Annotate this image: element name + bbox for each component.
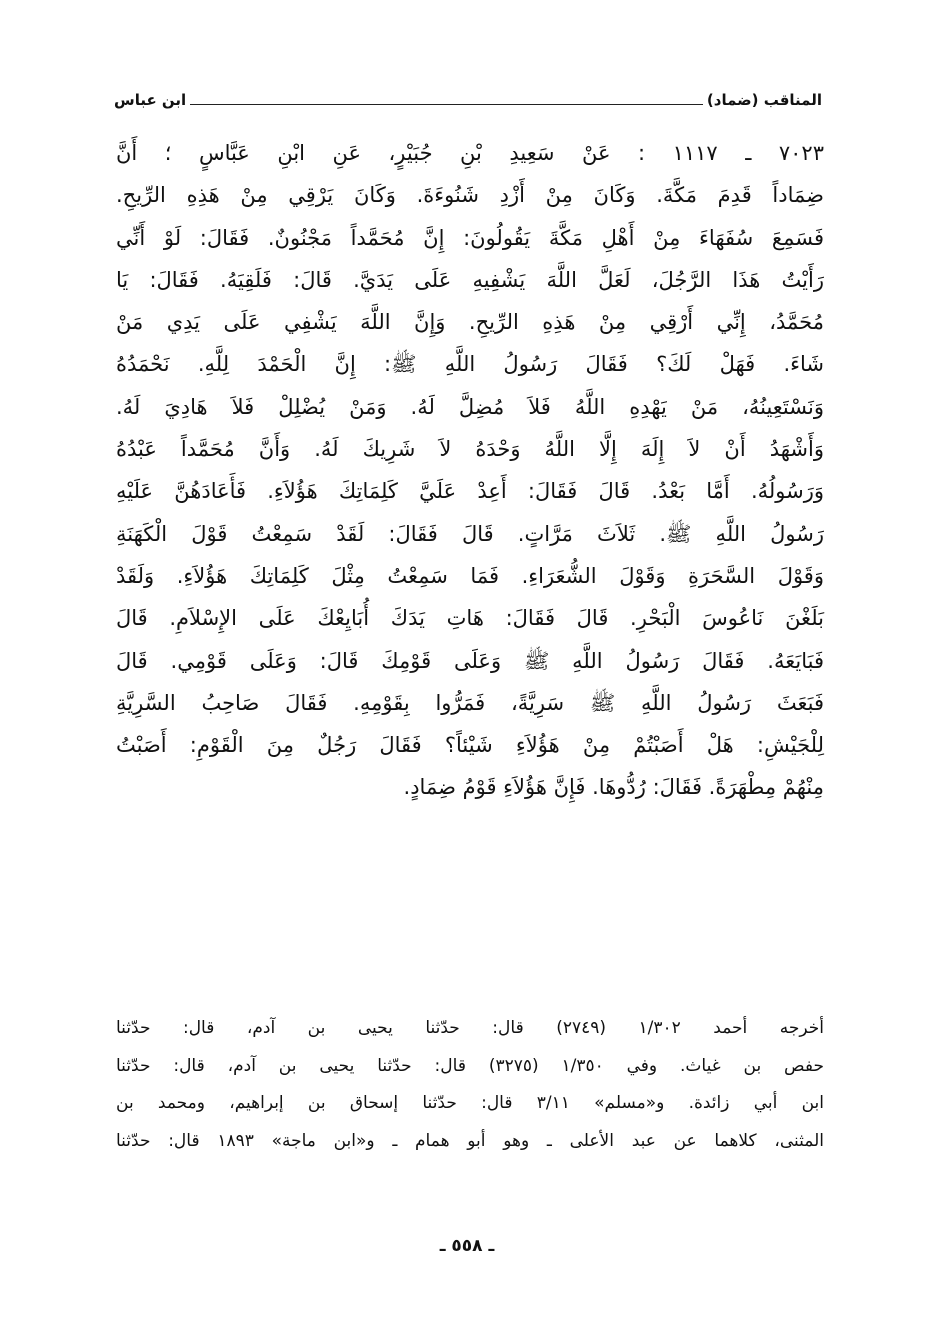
text-line: مُحَمَّدُ، إِنِّي أَرْقِي مِنْ هَذِهِ الرِّيحِ. وَإِنَّ اللَّهَ يَشْفِي عَلَى يَدِي مَنْ: [116, 310, 824, 335]
header-rule: [190, 104, 703, 105]
text-line: لِلْجَيْشِ: هَلْ أَصَبْتُمْ مِنْ هَؤُلاَءِ شَيْئاً؟ فَقَالَ رَجُلٌ مِنَ الْقَوْمِ: أَصَبْتُ: [116, 733, 824, 758]
text-line: مِنْهُمْ مِطْهَرَةً. فَقَالَ: رُدُّوهَا. فَإِنَّ هَؤُلاَءِ قَوْمُ ضِمَادٍ.: [403, 775, 824, 800]
text-line: فَسَمِعَ سُفَهَاءَ مِنْ أَهْلِ مَكَّةَ يَقُولُونَ: إِنَّ مُحَمَّداً مَجْنُونٌ. فَقَالَ: لَوْ أَنِّي: [116, 225, 824, 250]
footnote-line: المثنى، كلاهما عن عبد الأعلى ـ وهو أبو همام ـ و«ابن ماجة» ١٨٩٣ قال: حدّثنا: [116, 1130, 824, 1151]
footnotes: [116, 1010, 824, 1160]
header-section: المناقب (ضماد): [706, 91, 822, 109]
text-line: فَبَايَعَهُ. فَقَالَ رَسُولُ اللَّهِ ﷺ وَعَلَى قَوْمِكَ قَالَ: وَعَلَى قَوْمِي. قَالَ: [116, 648, 824, 673]
text-line: وَنَسْتَعِينُهُ، مَنْ يَهْدِهِ اللَّهُ فَلاَ مُضِلَّ لَهُ. وَمَنْ يُضْلِلْ فَلاَ هَادِيَ لَهُ.: [116, 394, 824, 419]
text-line: وَرَسُولُهُ. أَمَّا بَعْدُ. قَالَ فَقَالَ: أَعِدْ عَلَيَّ كَلِمَاتِكَ هَؤُلاَءِ. فَأَعَادَهُنَّ عَلَيْهِ: [116, 479, 824, 504]
page-number: ـ ٥٥٨ ـ: [439, 1236, 495, 1256]
hadith-text: [116, 132, 824, 809]
text-line: شَاءَ. فَهَلْ لَكَ؟ فَقَالَ رَسُولُ اللَّهِ ﷺ: إِنَّ الْحَمْدَ لِلَّهِ. نَحْمَدُهُ: [116, 352, 824, 377]
header-chapter: ابن عباس: [114, 91, 187, 109]
footnote-line: حفص بن غياث. وفي ١/٣٥٠ (٣٢٧٥) قال: حدّثنا يحيى بن آدم، قال: حدّثنا: [116, 1055, 824, 1076]
text-line: بَلَغْنَ نَاعُوسَ الْبَحْرِ. قَالَ فَقَالَ: هَاتِ يَدَكَ أُبَايِعْكَ عَلَى الإِسْلاَمِ. قَالَ: [116, 606, 824, 631]
text-line: ضِمَاداً قَدِمَ مَكَّةَ. وَكَانَ مِنْ أَزْدِ شَنُوءَةَ. وَكَانَ يَرْقِي مِنْ هَذِهِ الرِّيحِ.: [116, 183, 824, 208]
text-line: وَأَشْهَدُ أَنْ لاَ إِلَهَ إِلَّا اللَّهُ وَحْدَهُ لاَ شَرِيكَ لَهُ. وَأَنَّ مُحَمَّداً عَبْدُهُ: [116, 437, 824, 462]
text-line: فَبَعَثَ رَسُولُ اللَّهِ ﷺ سَرِيَّةً، فَمَرُّوا بِقَوْمِهِ. فَقَالَ صَاحِبُ السَّرِيَّةِ: [116, 690, 824, 715]
text-line: رَأَيْتُ هَذَا الرَّجُلَ، لَعَلَّ اللَّهَ يَشْفِيهِ عَلَى يَدَيَّ. قَالَ: فَلَقِيَهُ. فَقَالَ: يَا: [116, 267, 824, 292]
text-line: وَقَوْلَ السَّحَرَةِ وَقَوْلَ الشُّعَرَاءِ. فَمَا سَمِعْتُ مِثْلَ كَلِمَاتِكَ هَؤُلاَءِ. وَلَقَدْ: [116, 563, 824, 588]
footnote-line: ابن أبي زائدة. و«مسلم» ٣/١١ قال: حدّثنا إسحاق بن إبراهيم، ومحمد بن: [116, 1093, 824, 1113]
running-header: [114, 88, 822, 112]
text-line: رَسُولُ اللَّهِ ﷺ. ثَلاَثَ مَرَّاتٍ. قَالَ فَقَالَ: لَقَدْ سَمِعْتُ قَوْلَ الْكَهَنَةِ: [116, 521, 824, 546]
footnote-line: أخرجه أحمد ١/٣٠٢ (٢٧٤٩) قال: حدّثنا يحيى بن آدم، قال: حدّثنا: [116, 1018, 824, 1038]
text-line: ٧٠٢٣ ـ ١١١٧ : عَنْ سَعِيدِ بْنِ جُبَيْرٍ، عَنِ ابْنِ عَبَّاسٍ ؛ أَنَّ: [116, 141, 824, 165]
